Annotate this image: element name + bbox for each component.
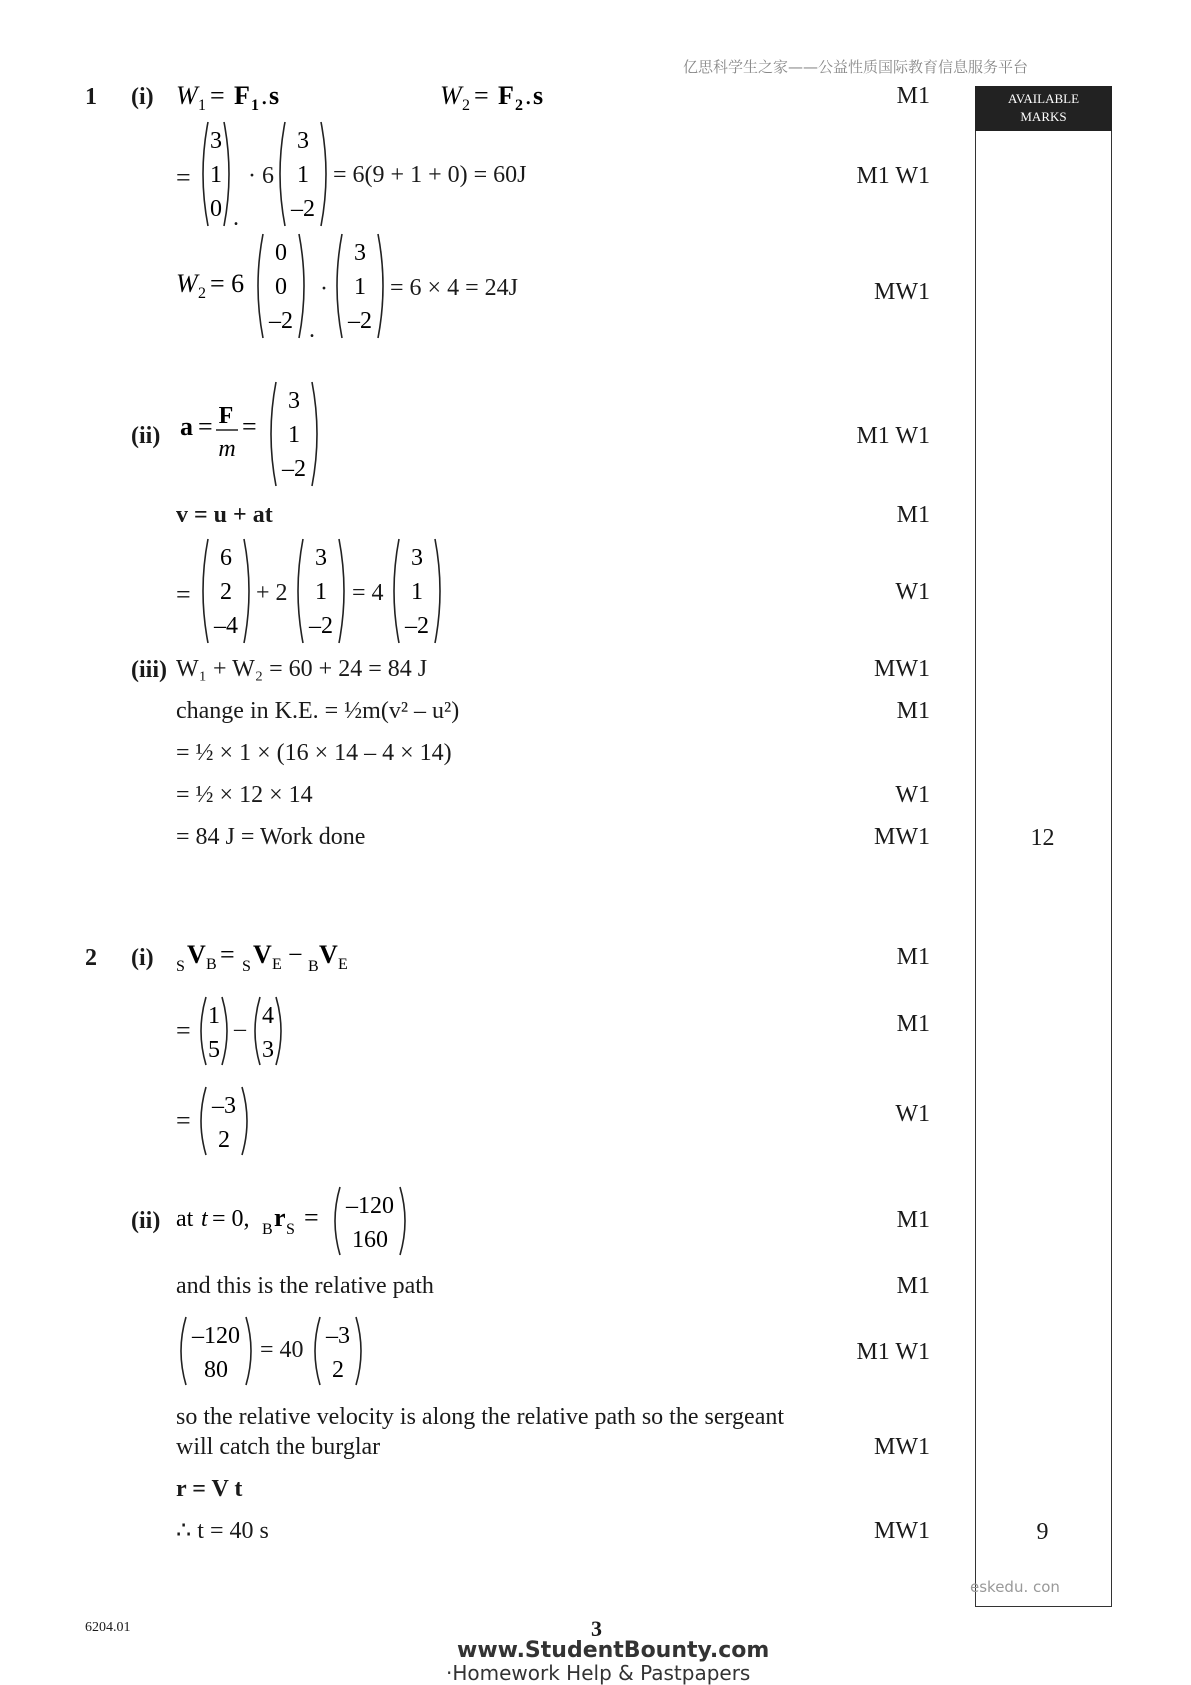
q2-ii-line-4b: will catch the burglar — [176, 1434, 381, 1460]
vec-cell: –2 — [309, 613, 333, 639]
vec-cell: 3 — [288, 388, 300, 414]
q2-part-ii-label: (ii) — [131, 1208, 161, 1234]
available-label: AVAILABLE — [1007, 91, 1080, 106]
svg-text:−: − — [288, 940, 303, 969]
svg-text:.: . — [261, 81, 268, 110]
q1-iii-mark-1: MW1 — [874, 656, 930, 682]
svg-text:V: V — [253, 940, 272, 969]
q1-row2-result: = 6(9 + 1 + 0) = 60J — [333, 162, 527, 188]
paper-code: 6204.01 — [85, 1620, 131, 1635]
vec-cell: 160 — [352, 1227, 388, 1253]
vec-cell: –2 — [291, 196, 315, 222]
q1-iii-mark-2: M1 — [896, 698, 930, 724]
vec-cell: 3 — [262, 1037, 274, 1063]
svg-text:W: W — [440, 81, 462, 110]
vec-cell: 2 — [220, 579, 232, 605]
vec-cell: 1 — [288, 422, 300, 448]
q2-ii-mark-1: M1 — [896, 1207, 930, 1233]
svg-text:s: s — [269, 81, 280, 110]
svg-text:1: 1 — [251, 97, 259, 114]
vec-cell: –2 — [348, 308, 372, 334]
vec-cell: 1 — [297, 162, 309, 188]
dot: . — [309, 317, 315, 343]
q1-row2-equals: = — [176, 163, 191, 192]
equals: = — [176, 1106, 191, 1135]
svg-text:B: B — [308, 958, 319, 975]
svg-text:B: B — [262, 1221, 273, 1238]
eskedu-watermark: eskedu. con — [970, 1578, 1060, 1596]
svg-text:F: F — [234, 81, 250, 110]
dot-operator: · — [320, 276, 328, 302]
q1-ii-mark-1: M1 W1 — [856, 423, 930, 449]
vec-cell: 0 — [275, 240, 287, 266]
vec-cell: 3 — [411, 545, 423, 571]
q1-part-i-label: (i) — [131, 84, 154, 110]
vec-cell: 1 — [315, 579, 327, 605]
dot: . — [233, 205, 239, 231]
svg-text:at: at — [176, 1206, 194, 1232]
vec-cell: 2 — [332, 1357, 344, 1383]
q1-iii-line-3: = ½ × 1 × (16 × 14 – 4 × 14) — [176, 740, 452, 766]
q1-i-mark-1: M1 — [896, 83, 930, 109]
svg-text:=: = — [304, 1203, 319, 1232]
marks-label: MARKS — [1020, 109, 1067, 124]
vec-cell: 3 — [297, 128, 309, 154]
q2-relative-path-vector — [176, 1315, 256, 1387]
q2-ii-line-6: ∴ t = 40 s — [176, 1518, 269, 1544]
q1-iii-line-2: change in K.E. = ½m(v² – u²) — [176, 698, 460, 724]
vec-cell: –3 — [212, 1093, 236, 1119]
q2-relative-velocity-vector — [310, 1315, 366, 1387]
vec-cell: –2 — [282, 456, 306, 482]
vec-cell: 3 — [315, 545, 327, 571]
vec-cell: 1 — [210, 162, 222, 188]
q1-row2-dot-6: · 6 — [248, 163, 274, 189]
vec-cell: 1 — [208, 1003, 220, 1029]
q1-accel-fraction — [176, 380, 266, 470]
svg-text:F: F — [498, 81, 514, 110]
question-2-number: 2 — [85, 945, 97, 971]
vec-cell: –120 — [346, 1193, 394, 1219]
q1-velocity-equation: v = u + at — [176, 502, 273, 528]
vec-cell: –120 — [192, 1323, 240, 1349]
q2-ii-mark-4: MW1 — [874, 1434, 930, 1460]
q1-row3-vector-a — [253, 232, 309, 340]
svg-text:S: S — [242, 958, 251, 975]
svg-text:2: 2 — [462, 97, 470, 114]
q1-iii-line-4: = ½ × 12 × 14 — [176, 782, 313, 808]
svg-text:1: 1 — [198, 97, 206, 114]
q1-iii-line-1: W₁ + W₂ = 60 + 24 = 84 J — [176, 656, 428, 682]
svg-text:V: V — [187, 940, 206, 969]
vec-cell: 3 — [354, 240, 366, 266]
q1-row2-vector-b — [275, 120, 331, 228]
q1-vector-u — [198, 537, 254, 645]
equals-4: = 4 — [352, 580, 384, 606]
svg-text:2: 2 — [198, 285, 206, 302]
q1-work-formula-2 — [440, 80, 640, 116]
q1-ii-mark-2: M1 — [896, 502, 930, 528]
q2-total-marks: 9 — [1036, 1519, 1049, 1545]
svg-text:=: = — [242, 412, 257, 441]
svg-text:= 6: = 6 — [210, 269, 245, 298]
svg-text:.: . — [525, 81, 532, 110]
vec-cell: –4 — [214, 613, 238, 639]
svg-text:E: E — [272, 956, 282, 973]
header-watermark: 亿思科学生之家——公益性质国际教育信息服务平台 — [683, 58, 1029, 76]
svg-text:S: S — [176, 958, 185, 975]
plus-2: + 2 — [256, 580, 288, 606]
question-1-number: 1 — [85, 84, 97, 110]
q2-vector-1 — [196, 995, 232, 1067]
q1-iii-line-5: = 84 J = Work done — [176, 824, 366, 850]
q2-ii-mark-2: M1 — [896, 1273, 930, 1299]
vec-cell: –3 — [326, 1323, 350, 1349]
svg-text:=: = — [220, 940, 235, 969]
q1-row3-vector-b — [332, 232, 388, 340]
q2-initial-position-label — [176, 1200, 336, 1240]
svg-text:W: W — [176, 81, 198, 110]
svg-text:V: V — [319, 940, 338, 969]
vec-cell: –2 — [269, 308, 293, 334]
vec-cell: 2 — [218, 1127, 230, 1153]
q1-i-mark-2: M1 W1 — [856, 163, 930, 189]
q2-ii-line-5: r = V t — [176, 1476, 243, 1502]
q2-i-mark-1: M1 — [896, 944, 930, 970]
svg-text:W: W — [176, 269, 198, 298]
q2-part-i-label: (i) — [131, 945, 154, 971]
equals-40: = 40 — [260, 1337, 304, 1363]
svg-text:F: F — [218, 403, 234, 429]
vec-cell: 80 — [204, 1357, 228, 1383]
svg-text:= 0,: = 0, — [212, 1206, 250, 1232]
q2-i-mark-2: M1 — [896, 1011, 930, 1037]
q1-accel-vector — [266, 380, 322, 488]
q1-iii-mark-4: W1 — [895, 782, 930, 808]
vec-cell: 0 — [210, 196, 222, 222]
equals: = — [176, 1016, 191, 1045]
q1-row3-result: = 6 × 4 = 24J — [390, 275, 518, 301]
page-number: 3 — [591, 1616, 602, 1641]
minus: – — [234, 1016, 246, 1042]
vec-cell: 1 — [354, 274, 366, 300]
svg-text:t: t — [201, 1206, 208, 1232]
studentbounty-url: www.StudentBounty.com — [457, 1638, 770, 1663]
svg-text:r: r — [274, 1203, 286, 1232]
q1-iii-mark-5: MW1 — [874, 824, 930, 850]
q2-ii-mark-3: M1 W1 — [856, 1339, 930, 1365]
svg-text:=: = — [198, 412, 213, 441]
svg-text:E: E — [338, 956, 348, 973]
vec-cell: 1 — [411, 579, 423, 605]
svg-text:s: s — [533, 81, 544, 110]
svg-text:2: 2 — [515, 97, 523, 114]
available-marks-header — [975, 86, 1112, 131]
q1-row3-w2-label — [176, 268, 256, 304]
q2-relative-velocity-formula — [176, 937, 396, 979]
q1-row2-vector-a — [198, 120, 234, 228]
q2-vector-3 — [196, 1085, 252, 1157]
vec-cell: 0 — [275, 274, 287, 300]
svg-text:S: S — [286, 1221, 295, 1238]
q1-vector-result — [389, 537, 445, 645]
svg-text:=: = — [210, 81, 225, 110]
equals: = — [176, 580, 191, 609]
q1-part-ii-label: (ii) — [131, 423, 161, 449]
q1-part-iii-label: (iii) — [131, 657, 167, 683]
q2-vector-2 — [250, 995, 286, 1067]
q2-ii-line-4a: so the relative velocity is along the relative path so the sergeant — [176, 1404, 785, 1430]
studentbounty-tagline: ·Homework Help & Pastpapers — [446, 1661, 751, 1685]
q2-position-vector — [330, 1185, 410, 1257]
q1-i-mark-3: MW1 — [874, 279, 930, 305]
svg-text:a: a — [180, 412, 193, 441]
svg-text:m: m — [218, 436, 236, 462]
q2-ii-line-2: and this is the relative path — [176, 1273, 434, 1299]
vec-cell: 3 — [210, 128, 222, 154]
q1-total-marks: 12 — [1030, 825, 1055, 851]
svg-text:=: = — [474, 81, 489, 110]
q2-ii-mark-6: MW1 — [874, 1518, 930, 1544]
vec-cell: 5 — [208, 1037, 220, 1063]
q1-vector-a — [293, 537, 349, 645]
vec-cell: 4 — [262, 1003, 274, 1029]
q1-ii-mark-3: W1 — [895, 579, 930, 605]
vec-cell: –2 — [405, 613, 429, 639]
q2-i-mark-3: W1 — [895, 1101, 930, 1127]
svg-text:B: B — [206, 956, 217, 973]
vec-cell: 6 — [220, 545, 232, 571]
